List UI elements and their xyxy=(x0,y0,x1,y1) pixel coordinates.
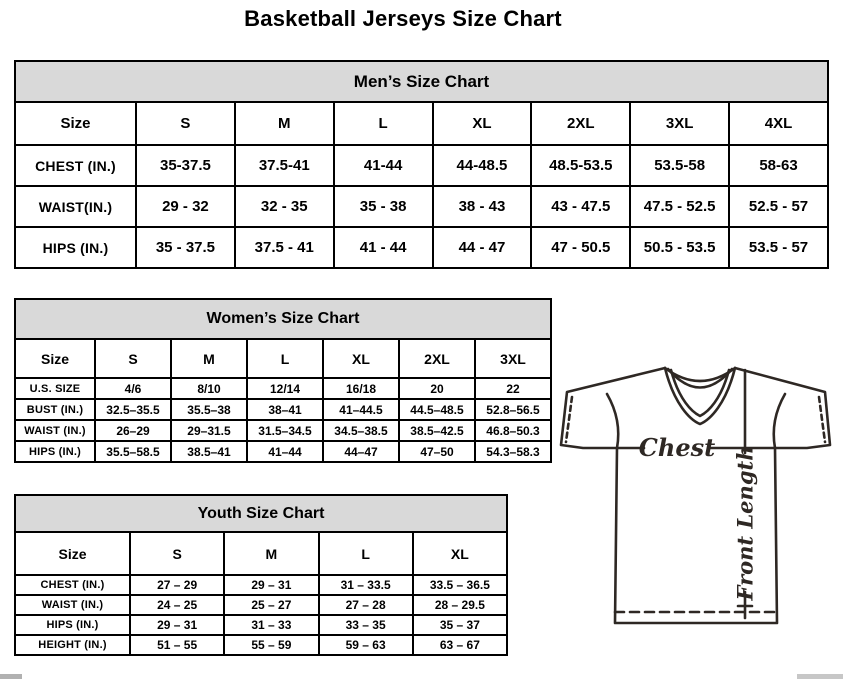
women-value-cell: 12/14 xyxy=(247,378,323,399)
mens-size-header-row xyxy=(15,102,828,145)
youth-table-row xyxy=(15,575,507,595)
youth-value-cell: 59 – 63 xyxy=(319,635,413,655)
women-table-row xyxy=(15,420,551,441)
men-value-cell: 29 - 32 xyxy=(136,186,235,227)
youth-value-cell: 24 – 25 xyxy=(130,595,224,615)
youth-table-row xyxy=(15,635,507,655)
men-value-cell: 53.5-58 xyxy=(630,145,729,186)
youth-column-header-l: L xyxy=(319,532,413,575)
women-value-cell: 35.5–38 xyxy=(171,399,247,420)
youth-value-cell: 63 – 67 xyxy=(413,635,507,655)
men-value-cell: 50.5 - 53.5 xyxy=(630,227,729,268)
horizontal-scrollbar-fragment-right[interactable] xyxy=(797,674,843,679)
men-table-row xyxy=(15,186,828,227)
youth-row-label: HEIGHT (IN.) xyxy=(15,635,130,655)
women-value-cell: 54.3–58.3 xyxy=(475,441,551,462)
chest-measure-label: Chest xyxy=(638,433,716,462)
youth-size-chart-table xyxy=(14,494,508,656)
women-value-cell: 44.5–48.5 xyxy=(399,399,475,420)
womens-chart-title: Women’s Size Chart xyxy=(15,299,551,339)
men-value-cell: 32 - 35 xyxy=(235,186,334,227)
women-table-row xyxy=(15,378,551,399)
youth-value-cell: 35 – 37 xyxy=(413,615,507,635)
women-column-header-m: M xyxy=(171,339,247,378)
women-value-cell: 41–44.5 xyxy=(323,399,399,420)
womens-size-header-row xyxy=(15,339,551,378)
youth-value-cell: 51 – 55 xyxy=(130,635,224,655)
page-title: Basketball Jerseys Size Chart xyxy=(244,6,562,31)
women-row-label: U.S. SIZE xyxy=(15,378,95,399)
women-value-cell: 22 xyxy=(475,378,551,399)
men-column-header-size: Size xyxy=(15,102,136,145)
youth-table-row xyxy=(15,595,507,615)
youth-column-header-s: S xyxy=(130,532,224,575)
men-value-cell: 43 - 47.5 xyxy=(531,186,630,227)
men-table-row xyxy=(15,145,828,186)
women-value-cell: 26–29 xyxy=(95,420,171,441)
women-value-cell: 38.5–41 xyxy=(171,441,247,462)
women-value-cell: 31.5–34.5 xyxy=(247,420,323,441)
men-value-cell: 41 - 44 xyxy=(334,227,433,268)
men-value-cell: 47 - 50.5 xyxy=(531,227,630,268)
men-value-cell: 35 - 37.5 xyxy=(136,227,235,268)
youth-value-cell: 27 – 28 xyxy=(319,595,413,615)
men-value-cell: 48.5-53.5 xyxy=(531,145,630,186)
jersey-diagram xyxy=(558,360,833,628)
men-value-cell: 44 - 47 xyxy=(433,227,532,268)
men-column-header-2xl: 2XL xyxy=(531,102,630,145)
women-value-cell: 4/6 xyxy=(95,378,171,399)
men-value-cell: 37.5-41 xyxy=(235,145,334,186)
women-value-cell: 16/18 xyxy=(323,378,399,399)
youth-value-cell: 33 – 35 xyxy=(319,615,413,635)
women-value-cell: 38–41 xyxy=(247,399,323,420)
men-value-cell: 52.5 - 57 xyxy=(729,186,828,227)
horizontal-scrollbar-fragment-left[interactable] xyxy=(0,674,22,679)
youth-value-cell: 31 – 33 xyxy=(224,615,318,635)
youth-column-header-m: M xyxy=(224,532,318,575)
youth-value-cell: 55 – 59 xyxy=(224,635,318,655)
women-row-label: WAIST (IN.) xyxy=(15,420,95,441)
youth-row-label: WAIST (IN.) xyxy=(15,595,130,615)
men-column-header-4xl: 4XL xyxy=(729,102,828,145)
youth-value-cell: 25 – 27 xyxy=(224,595,318,615)
youth-value-cell: 33.5 – 36.5 xyxy=(413,575,507,595)
women-column-header-2xl: 2XL xyxy=(399,339,475,378)
men-row-label: WAIST(IN.) xyxy=(15,186,136,227)
youth-value-cell: 29 – 31 xyxy=(130,615,224,635)
women-row-label: BUST (IN.) xyxy=(15,399,95,420)
women-column-header-s: S xyxy=(95,339,171,378)
mens-size-chart-table xyxy=(14,60,829,269)
women-value-cell: 29–31.5 xyxy=(171,420,247,441)
women-value-cell: 8/10 xyxy=(171,378,247,399)
women-table-row xyxy=(15,399,551,420)
front-length-measure-label: Front Length xyxy=(732,445,758,601)
men-value-cell: 35-37.5 xyxy=(136,145,235,186)
men-column-header-xl: XL xyxy=(433,102,532,145)
men-value-cell: 44-48.5 xyxy=(433,145,532,186)
men-table-row xyxy=(15,227,828,268)
men-value-cell: 41-44 xyxy=(334,145,433,186)
women-table-row xyxy=(15,441,551,462)
youth-value-cell: 28 – 29.5 xyxy=(413,595,507,615)
men-value-cell: 35 - 38 xyxy=(334,186,433,227)
youth-row-label: HIPS (IN.) xyxy=(15,615,130,635)
women-value-cell: 32.5–35.5 xyxy=(95,399,171,420)
women-value-cell: 44–47 xyxy=(323,441,399,462)
men-column-header-3xl: 3XL xyxy=(630,102,729,145)
women-column-header-xl: XL xyxy=(323,339,399,378)
youth-value-cell: 31 – 33.5 xyxy=(319,575,413,595)
men-column-header-s: S xyxy=(136,102,235,145)
men-row-label: CHEST (IN.) xyxy=(15,145,136,186)
women-column-header-size: Size xyxy=(15,339,95,378)
youth-column-header-xl: XL xyxy=(413,532,507,575)
men-value-cell: 38 - 43 xyxy=(433,186,532,227)
men-column-header-m: M xyxy=(235,102,334,145)
men-row-label: HIPS (IN.) xyxy=(15,227,136,268)
women-row-label: HIPS (IN.) xyxy=(15,441,95,462)
youth-row-label: CHEST (IN.) xyxy=(15,575,130,595)
women-value-cell: 20 xyxy=(399,378,475,399)
youth-size-header-row xyxy=(15,532,507,575)
men-value-cell: 47.5 - 52.5 xyxy=(630,186,729,227)
women-value-cell: 38.5–42.5 xyxy=(399,420,475,441)
women-value-cell: 41–44 xyxy=(247,441,323,462)
women-column-header-l: L xyxy=(247,339,323,378)
women-value-cell: 47–50 xyxy=(399,441,475,462)
men-value-cell: 53.5 - 57 xyxy=(729,227,828,268)
men-column-header-l: L xyxy=(334,102,433,145)
womens-size-chart-table xyxy=(14,298,552,463)
women-value-cell: 52.8–56.5 xyxy=(475,399,551,420)
mens-chart-title: Men’s Size Chart xyxy=(15,61,828,102)
youth-table-row xyxy=(15,615,507,635)
women-value-cell: 34.5–38.5 xyxy=(323,420,399,441)
women-column-header-3xl: 3XL xyxy=(475,339,551,378)
women-value-cell: 46.8–50.3 xyxy=(475,420,551,441)
women-value-cell: 35.5–58.5 xyxy=(95,441,171,462)
youth-value-cell: 27 – 29 xyxy=(130,575,224,595)
youth-value-cell: 29 – 31 xyxy=(224,575,318,595)
youth-chart-title: Youth Size Chart xyxy=(15,495,507,532)
men-value-cell: 37.5 - 41 xyxy=(235,227,334,268)
youth-column-header-size: Size xyxy=(15,532,130,575)
jersey-outline xyxy=(561,368,830,623)
men-value-cell: 58-63 xyxy=(729,145,828,186)
